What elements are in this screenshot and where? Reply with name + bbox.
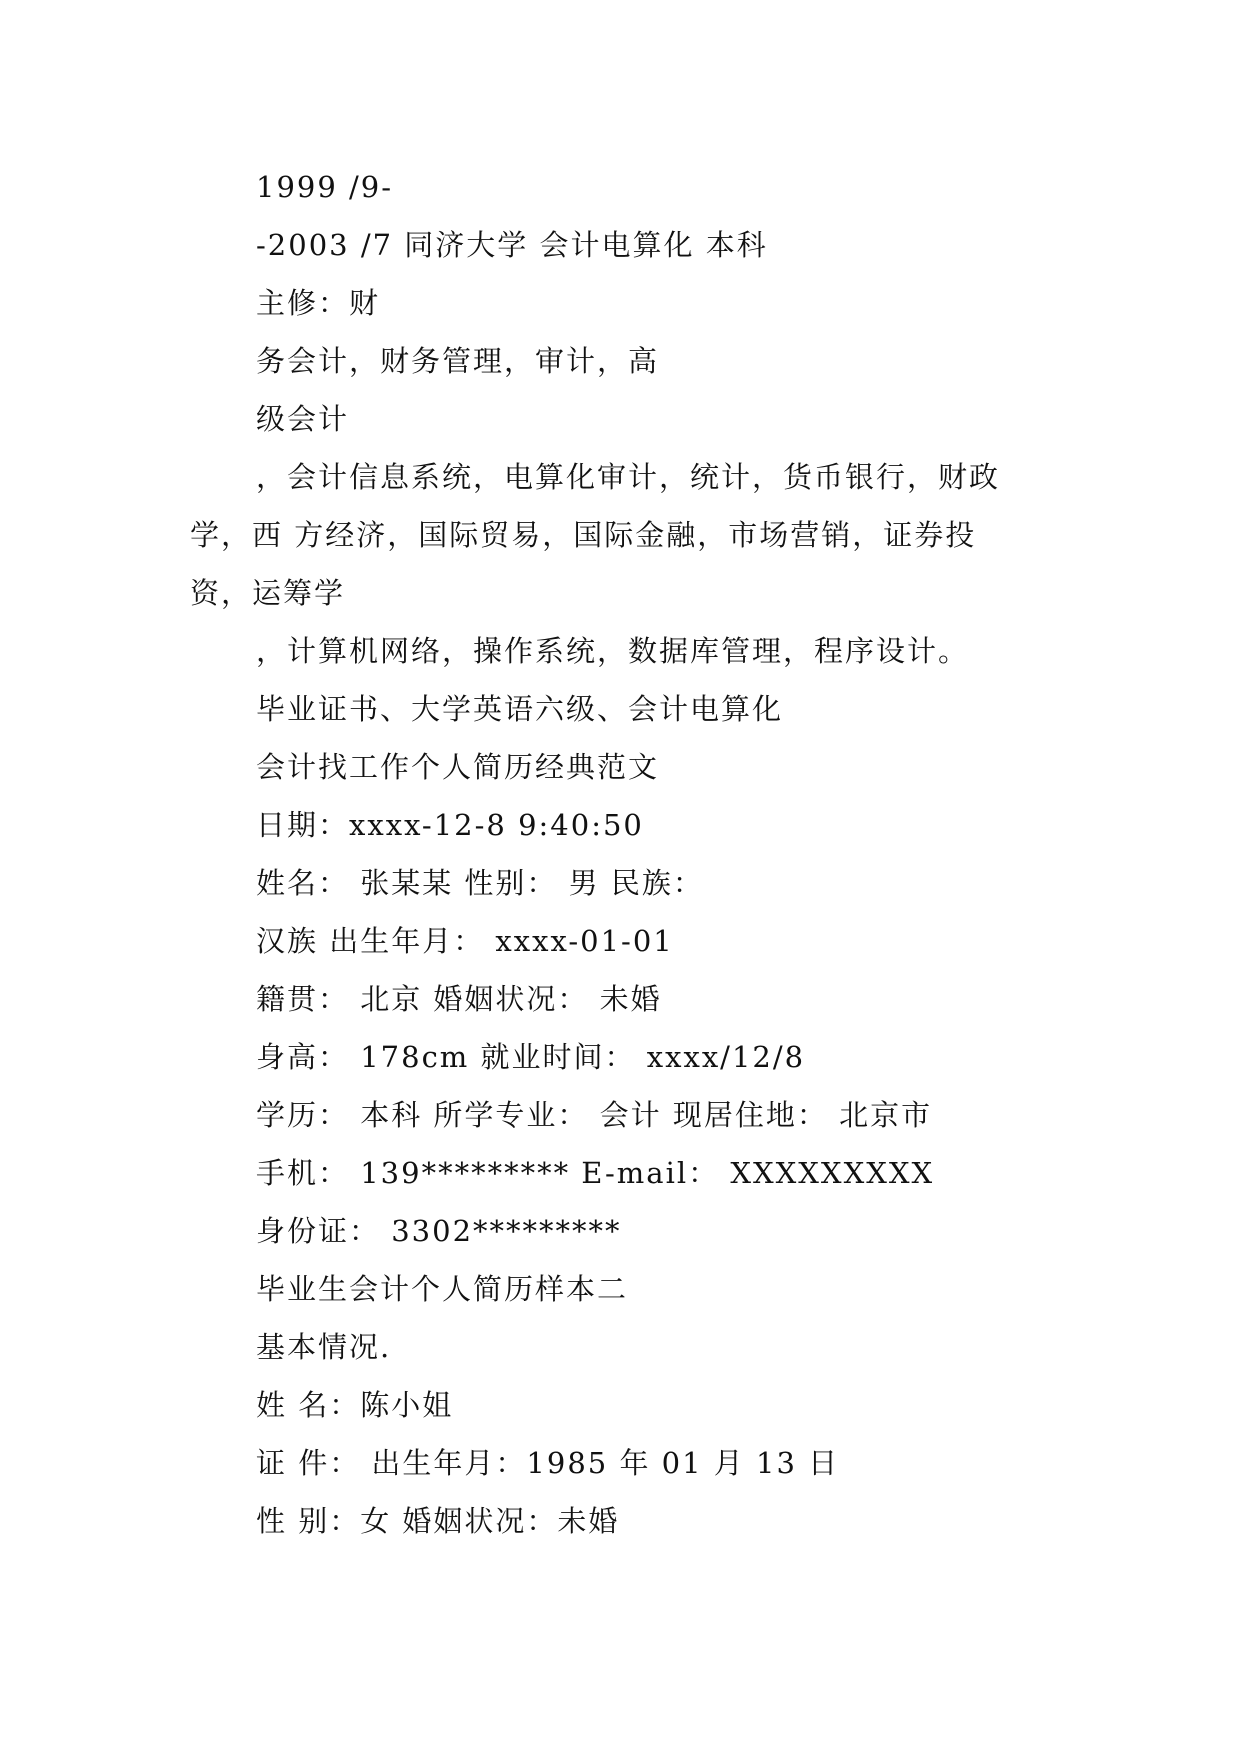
text-line: 主修：财: [256, 286, 381, 320]
text-line: 姓 名：陈小姐: [256, 1388, 454, 1422]
section-heading: 会计找工作个人简历经典范文: [256, 750, 660, 784]
courses-paragraph-line-1: ，会计信息系统，电算化审计，统计，货币银行，财政: [256, 460, 1001, 494]
text-line: 证 件： 出生年月：1985 年 01 月 13 日: [256, 1446, 840, 1480]
text-line: 汉族 出生年月： xxxx-01-01: [256, 924, 674, 958]
text-line: 性 别：女 婚姻状况：未婚: [256, 1504, 620, 1538]
courses-paragraph-line-3: 资，运筹学: [190, 576, 346, 610]
section-heading: 毕业生会计个人简历样本二: [256, 1272, 629, 1306]
text-line: 籍贯： 北京 婚姻状况： 未婚: [256, 982, 662, 1016]
text-line: 姓名： 张某某 性别： 男 民族：: [256, 866, 704, 900]
text-line: 毕业证书、大学英语六级、会计电算化: [256, 692, 784, 726]
text-line: 级会计: [256, 402, 350, 436]
text-line: 务会计，财务管理，审计，高: [256, 344, 660, 378]
text-line: 1999 /9-: [256, 170, 394, 204]
text-line: ，计算机网络，操作系统，数据库管理，程序设计。: [256, 634, 970, 668]
date-line: 日期：xxxx-12-8 9:40:50: [256, 808, 644, 842]
text-line: 手机： 139********* E-mail： XXXXXXXXX: [256, 1156, 935, 1190]
resume-text-body: [190, 158, 1050, 1550]
courses-paragraph-line-2: 学，西 方经济，国际贸易，国际金融，市场营销，证券投: [190, 518, 977, 552]
text-line: 身高： 178cm 就业时间： xxxx/12/8: [256, 1040, 806, 1074]
text-line: 身份证： 3302*********: [256, 1214, 622, 1248]
text-line: 学历： 本科 所学专业： 会计 现居住地： 北京市: [256, 1098, 933, 1132]
text-line: -2003 /7 同济大学 会计电算化 本科: [256, 228, 768, 262]
text-line: 基本情况.: [256, 1330, 392, 1364]
